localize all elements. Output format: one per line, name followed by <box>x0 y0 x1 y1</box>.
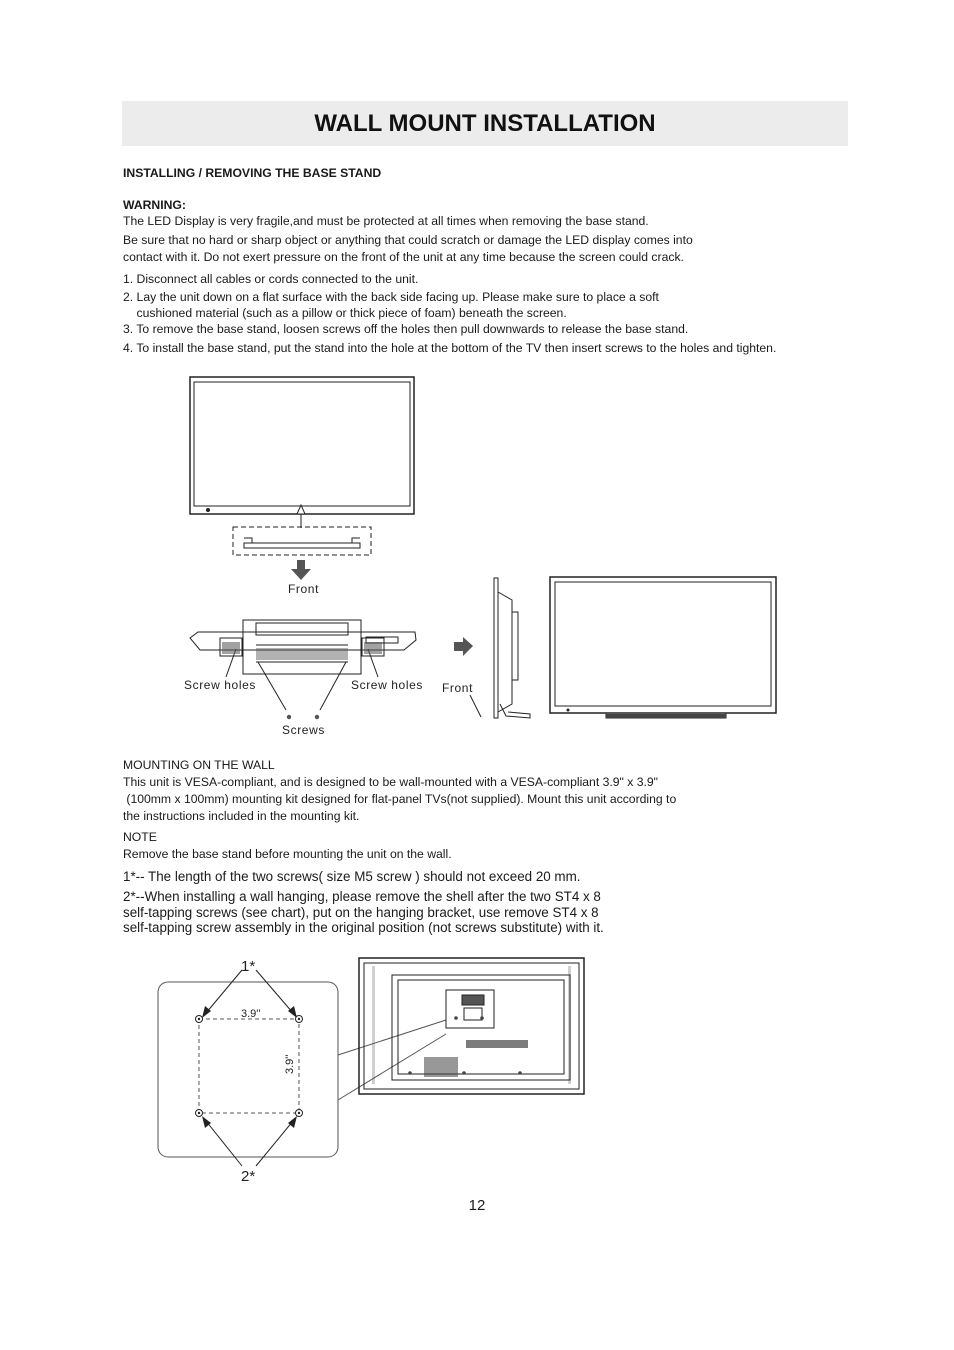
dim-horizontal: 3.9'' <box>241 1008 261 1020</box>
page-title: WALL MOUNT INSTALLATION <box>314 109 656 137</box>
footnote-2-cont: self-tapping screws (see chart), put on the hanging bracket, use remove ST4 x 8 <box>123 905 599 920</box>
label-front-top: Front <box>288 582 320 596</box>
label-2-star: 2* <box>241 1168 256 1185</box>
page-number: 12 <box>468 1197 486 1214</box>
label-screw-holes-right: Screw holes <box>351 678 423 692</box>
step-item: 4. To install the base stand, put the stand into the hole at the bottom of the TV then insert screws to the holes and tighten. <box>123 341 777 355</box>
step-item: 3. To remove the base stand, loosen screws off the holes then pull downwards to release the base stand. <box>123 322 689 336</box>
label-front-side: Front <box>442 681 474 695</box>
step-item: 1. Disconnect all cables or cords connected to the unit. <box>123 272 419 286</box>
warning-label: WARNING: <box>123 198 186 212</box>
section-heading-base-stand: INSTALLING / REMOVING THE BASE STAND <box>123 166 382 180</box>
warning-line: contact with it. Do not exert pressure on the front of the unit at any time because the screen could crack. <box>123 250 684 264</box>
footnote-2: 2*--When installing a wall hanging, please remove the shell after the two ST4 x 8 <box>123 889 601 904</box>
step-item: cushioned material (such as a pillow or thick piece of foam) beneath the screen. <box>123 306 567 320</box>
tv-back-view <box>359 958 584 1094</box>
mounting-line: the instructions included in the mounting kit. <box>123 809 360 823</box>
mounting-line: This unit is VESA-compliant, and is designed to be wall-mounted with a VESA-compliant 3.9" x 3.9" <box>123 775 659 789</box>
label-screws: Screws <box>282 723 325 737</box>
footnote-1: 1*-- The length of the two screws( size M5 screw ) should not exceed 20 mm. <box>123 869 581 884</box>
dim-vertical: 3.9'' <box>284 1054 296 1074</box>
label-screw-holes-left: Screw holes <box>184 678 256 692</box>
mounting-line: (100mm x 100mm) mounting kit designed for flat-panel TVs(not supplied). Mount this unit according to <box>123 792 677 806</box>
section-heading-mounting: MOUNTING ON THE WALL <box>123 758 275 772</box>
warning-line: Be sure that no hard or sharp object or anything that could scratch or damage the LED display comes into <box>123 233 693 247</box>
footnote-2-cont: self-tapping screw assembly in the original position (not screws substitute) with it. <box>123 920 604 935</box>
note-label: NOTE <box>123 830 157 844</box>
note-text: Remove the base stand before mounting the unit on the wall. <box>123 847 452 861</box>
label-1-star: 1* <box>241 958 256 975</box>
warning-line: The LED Display is very fragile,and must be protected at all times when removing the base stand. <box>123 214 649 228</box>
step-item: 2. Lay the unit down on a flat surface with the back side facing up. Please make sure to place a soft <box>123 290 659 304</box>
